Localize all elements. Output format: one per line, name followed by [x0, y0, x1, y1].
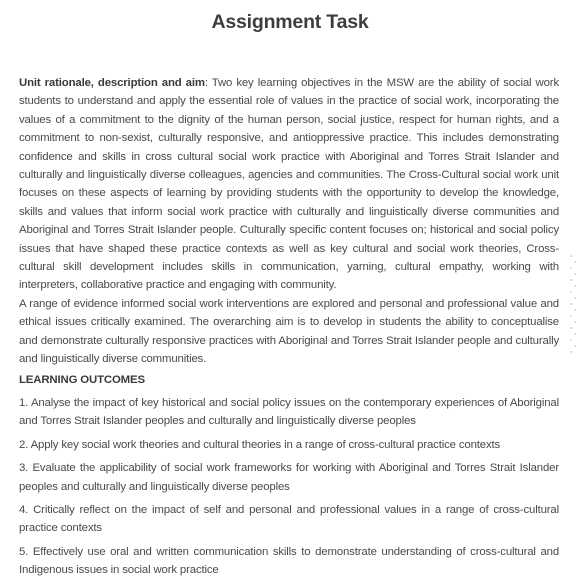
decorative-dot: [570, 315, 572, 317]
learning-outcome-item: 2. Apply key social work theories and cultural theories in a range of cross-cultural practice contexts: [19, 438, 501, 451]
decorative-dot: [570, 255, 572, 257]
decorative-dot: [574, 333, 576, 335]
decorative-dot: [570, 303, 572, 305]
decorative-dot: [570, 327, 572, 329]
rationale-lead: Unit rationale, description and aim: [19, 77, 205, 89]
decorative-dot: [570, 267, 572, 269]
decorative-dot: [574, 297, 576, 299]
decorative-dot: [570, 291, 572, 293]
decorative-dot: [574, 309, 576, 311]
learning-outcomes-heading: LEARNING OUTCOMES: [19, 373, 145, 386]
decorative-dot: [574, 345, 576, 347]
decorative-dot: [574, 273, 576, 275]
rationale-paragraph: [19, 74, 559, 295]
learning-outcomes-list: [19, 394, 559, 580]
learning-outcome-item: 4. Critically reflect on the impact of self and personal and professional values in a range of cross-cultural practice contexts: [19, 503, 559, 535]
decorative-dot: [570, 339, 572, 341]
decorative-dot: [570, 351, 572, 353]
learning-outcome-item: 5. Effectively use oral and written communication skills to demonstrate understanding of cross-cultural and Indigenous issues in social work practice: [19, 545, 559, 577]
rationale-text: : Two key learning objectives in the MSW are the ability of social work students to understand and apply the essential role of values in the practice of social work, incorporating the values of a commitment to the dignity of the human person, social justice, respect for human rights, and a commitment to non-sexist, culturally responsive, and antioppressive practice. This includes demonstrating confidence and skills in cross cultural social work practice with Aboriginal and Torres Strait Islander and culturally and linguistically diverse colleagues, agencies and communities. The Cross-Cultural social work unit focuses on these aspects of learning by providing students with the opportunity to develop the knowledge, skills and values that inform social work practice with culturally and linguistically diverse communities and Aboriginal and Torres Strait Islander people. Culturally specific content focuses on; historical and social policy issues that have shaped these practice contexts as well as key cultural and social work theories, Cross-cultural skill development includes skills in communication, yarning, cultural empathy, working with interpreters, collaborative practice and engaging with community.: [19, 77, 559, 292]
decorative-dot-pattern: [570, 255, 576, 365]
document-body: [19, 74, 559, 580]
learning-outcome-item: 1. Analyse the impact of key historical and social policy issues on the contemporary experiences of Aboriginal and Torres Strait Islander peoples and culturally and linguistically diverse peoples: [19, 396, 559, 428]
evidence-paragraph: A range of evidence informed social work interventions are explored and personal and professional value and ethical issues critically examined. The overarching aim is to develop in students the ability to conceptualise and demonstrate culturally responsive practices with Aboriginal and Torres Strait Islander people and culturally and linguistically diverse communities.: [19, 297, 559, 366]
decorative-dot: [574, 285, 576, 287]
page-title: Assignment Task: [211, 11, 369, 33]
decorative-dot: [574, 321, 576, 323]
decorative-dot: [570, 279, 572, 281]
learning-outcome-item: 3. Evaluate the applicability of social work frameworks for working with Aboriginal and Torres Strait Islander peoples and culturally and linguistically diverse peoples: [19, 462, 559, 493]
decorative-dot: [574, 261, 576, 263]
